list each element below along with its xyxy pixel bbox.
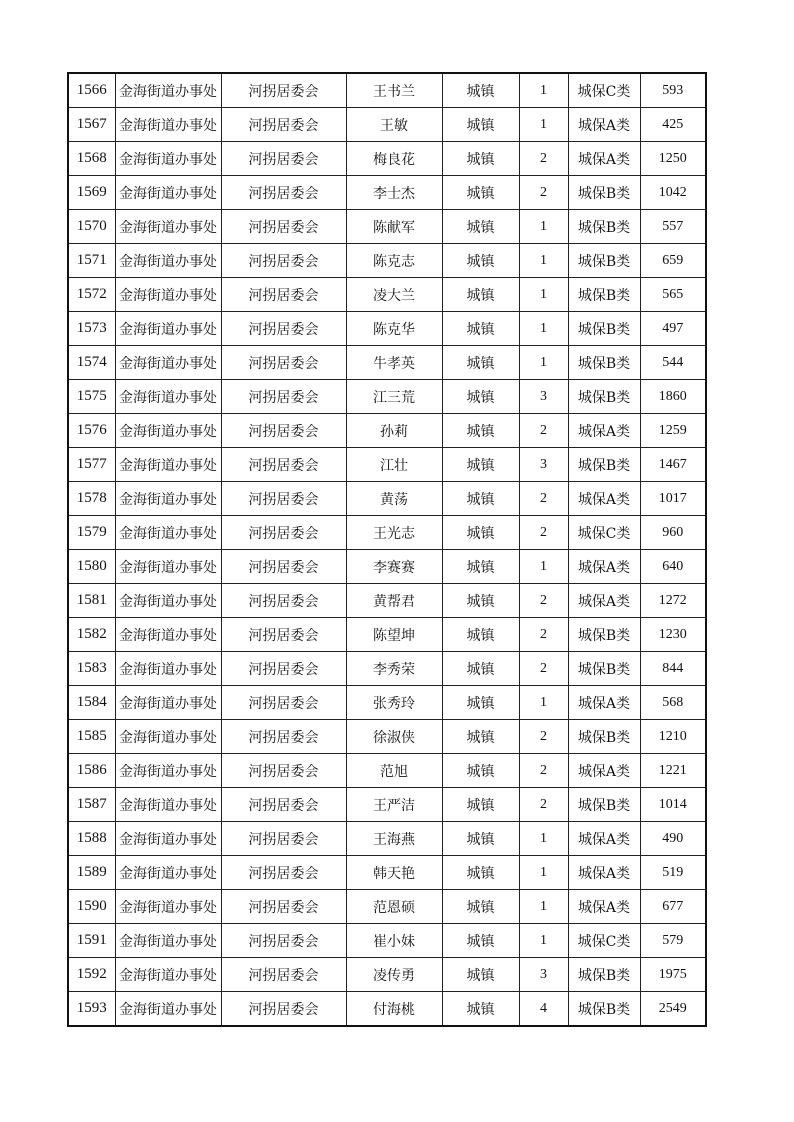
committee-cell: 河拐居委会: [221, 924, 346, 958]
committee-cell: 河拐居委会: [221, 958, 346, 992]
name-cell: 凌大兰: [346, 278, 442, 312]
household-count-cell: 3: [519, 380, 568, 414]
household-count-cell: 2: [519, 788, 568, 822]
committee-cell: 河拐居委会: [221, 550, 346, 584]
name-cell: 徐淑侠: [346, 720, 442, 754]
amount-cell: 425: [640, 108, 706, 142]
table-row: [68, 754, 706, 788]
table-row: [68, 618, 706, 652]
name-cell: 陈献军: [346, 210, 442, 244]
office-cell: 金海街道办事处: [115, 584, 221, 618]
serial-number-cell: 1590: [68, 890, 115, 924]
office-cell: 金海街道办事处: [115, 788, 221, 822]
table-row: [68, 788, 706, 822]
area-cell: 城镇: [442, 482, 519, 516]
insurance-type-cell: 城保B类: [568, 244, 640, 278]
committee-cell: 河拐居委会: [221, 992, 346, 1027]
serial-number-cell: 1575: [68, 380, 115, 414]
office-cell: 金海街道办事处: [115, 924, 221, 958]
name-cell: 梅良花: [346, 142, 442, 176]
office-cell: 金海街道办事处: [115, 414, 221, 448]
insurance-type-cell: 城保A类: [568, 142, 640, 176]
table-row: [68, 516, 706, 550]
table-row: [68, 142, 706, 176]
amount-cell: 960: [640, 516, 706, 550]
area-cell: 城镇: [442, 210, 519, 244]
household-count-cell: 2: [519, 482, 568, 516]
household-count-cell: 1: [519, 244, 568, 278]
area-cell: 城镇: [442, 448, 519, 482]
office-cell: 金海街道办事处: [115, 550, 221, 584]
insurance-type-cell: 城保B类: [568, 720, 640, 754]
amount-cell: 659: [640, 244, 706, 278]
area-cell: 城镇: [442, 176, 519, 210]
serial-number-cell: 1566: [68, 73, 115, 108]
committee-cell: 河拐居委会: [221, 788, 346, 822]
amount-cell: 519: [640, 856, 706, 890]
household-count-cell: 1: [519, 856, 568, 890]
area-cell: 城镇: [442, 346, 519, 380]
household-count-cell: 1: [519, 822, 568, 856]
household-count-cell: 1: [519, 108, 568, 142]
household-count-cell: 2: [519, 720, 568, 754]
roster-table: [67, 72, 707, 1027]
insurance-type-cell: 城保B类: [568, 346, 640, 380]
area-cell: 城镇: [442, 720, 519, 754]
office-cell: 金海街道办事处: [115, 720, 221, 754]
amount-cell: 1467: [640, 448, 706, 482]
committee-cell: 河拐居委会: [221, 210, 346, 244]
household-count-cell: 1: [519, 312, 568, 346]
committee-cell: 河拐居委会: [221, 822, 346, 856]
table-row: [68, 822, 706, 856]
serial-number-cell: 1585: [68, 720, 115, 754]
name-cell: 孙莉: [346, 414, 442, 448]
amount-cell: 1017: [640, 482, 706, 516]
amount-cell: 497: [640, 312, 706, 346]
area-cell: 城镇: [442, 73, 519, 108]
serial-number-cell: 1577: [68, 448, 115, 482]
insurance-type-cell: 城保B类: [568, 312, 640, 346]
table-row: [68, 176, 706, 210]
office-cell: 金海街道办事处: [115, 380, 221, 414]
office-cell: 金海街道办事处: [115, 244, 221, 278]
amount-cell: 844: [640, 652, 706, 686]
household-count-cell: 2: [519, 516, 568, 550]
amount-cell: 490: [640, 822, 706, 856]
name-cell: 黄荡: [346, 482, 442, 516]
committee-cell: 河拐居委会: [221, 312, 346, 346]
area-cell: 城镇: [442, 312, 519, 346]
table-row: [68, 652, 706, 686]
insurance-type-cell: 城保A类: [568, 890, 640, 924]
table-row: [68, 414, 706, 448]
office-cell: 金海街道办事处: [115, 686, 221, 720]
area-cell: 城镇: [442, 856, 519, 890]
household-count-cell: 2: [519, 754, 568, 788]
table-row: [68, 482, 706, 516]
area-cell: 城镇: [442, 992, 519, 1027]
table-row: [68, 890, 706, 924]
area-cell: 城镇: [442, 550, 519, 584]
committee-cell: 河拐居委会: [221, 516, 346, 550]
area-cell: 城镇: [442, 618, 519, 652]
committee-cell: 河拐居委会: [221, 380, 346, 414]
committee-cell: 河拐居委会: [221, 652, 346, 686]
serial-number-cell: 1567: [68, 108, 115, 142]
insurance-type-cell: 城保A类: [568, 754, 640, 788]
insurance-type-cell: 城保A类: [568, 584, 640, 618]
table-row: [68, 210, 706, 244]
area-cell: 城镇: [442, 822, 519, 856]
office-cell: 金海街道办事处: [115, 482, 221, 516]
name-cell: 范恩硕: [346, 890, 442, 924]
serial-number-cell: 1579: [68, 516, 115, 550]
household-count-cell: 2: [519, 618, 568, 652]
name-cell: 王敏: [346, 108, 442, 142]
table-row: [68, 924, 706, 958]
insurance-type-cell: 城保A类: [568, 108, 640, 142]
serial-number-cell: 1574: [68, 346, 115, 380]
insurance-type-cell: 城保A类: [568, 482, 640, 516]
serial-number-cell: 1592: [68, 958, 115, 992]
committee-cell: 河拐居委会: [221, 142, 346, 176]
table-row: [68, 448, 706, 482]
office-cell: 金海街道办事处: [115, 992, 221, 1027]
insurance-type-cell: 城保C类: [568, 73, 640, 108]
committee-cell: 河拐居委会: [221, 686, 346, 720]
committee-cell: 河拐居委会: [221, 618, 346, 652]
name-cell: 王光志: [346, 516, 442, 550]
committee-cell: 河拐居委会: [221, 414, 346, 448]
insurance-type-cell: 城保B类: [568, 448, 640, 482]
committee-cell: 河拐居委会: [221, 584, 346, 618]
amount-cell: 1014: [640, 788, 706, 822]
insurance-type-cell: 城保B类: [568, 278, 640, 312]
name-cell: 范旭: [346, 754, 442, 788]
insurance-type-cell: 城保A类: [568, 822, 640, 856]
serial-number-cell: 1580: [68, 550, 115, 584]
table-row: [68, 346, 706, 380]
household-count-cell: 2: [519, 176, 568, 210]
insurance-type-cell: 城保A类: [568, 550, 640, 584]
committee-cell: 河拐居委会: [221, 448, 346, 482]
area-cell: 城镇: [442, 754, 519, 788]
office-cell: 金海街道办事处: [115, 312, 221, 346]
committee-cell: 河拐居委会: [221, 73, 346, 108]
table-row: [68, 73, 706, 108]
office-cell: 金海街道办事处: [115, 448, 221, 482]
serial-number-cell: 1588: [68, 822, 115, 856]
area-cell: 城镇: [442, 890, 519, 924]
serial-number-cell: 1568: [68, 142, 115, 176]
household-count-cell: 1: [519, 686, 568, 720]
insurance-type-cell: 城保A类: [568, 414, 640, 448]
household-count-cell: 1: [519, 924, 568, 958]
area-cell: 城镇: [442, 414, 519, 448]
amount-cell: 565: [640, 278, 706, 312]
serial-number-cell: 1573: [68, 312, 115, 346]
insurance-type-cell: 城保A类: [568, 856, 640, 890]
serial-number-cell: 1569: [68, 176, 115, 210]
committee-cell: 河拐居委会: [221, 720, 346, 754]
name-cell: 李秀荣: [346, 652, 442, 686]
office-cell: 金海街道办事处: [115, 822, 221, 856]
insurance-type-cell: 城保B类: [568, 788, 640, 822]
area-cell: 城镇: [442, 142, 519, 176]
insurance-type-cell: 城保A类: [568, 686, 640, 720]
area-cell: 城镇: [442, 788, 519, 822]
name-cell: 韩天艳: [346, 856, 442, 890]
serial-number-cell: 1593: [68, 992, 115, 1027]
insurance-type-cell: 城保B类: [568, 992, 640, 1027]
insurance-type-cell: 城保B类: [568, 210, 640, 244]
area-cell: 城镇: [442, 584, 519, 618]
table-row: [68, 720, 706, 754]
household-count-cell: 2: [519, 652, 568, 686]
amount-cell: 1210: [640, 720, 706, 754]
office-cell: 金海街道办事处: [115, 754, 221, 788]
area-cell: 城镇: [442, 380, 519, 414]
committee-cell: 河拐居委会: [221, 176, 346, 210]
table-row: [68, 380, 706, 414]
household-count-cell: 1: [519, 890, 568, 924]
area-cell: 城镇: [442, 924, 519, 958]
amount-cell: 640: [640, 550, 706, 584]
serial-number-cell: 1587: [68, 788, 115, 822]
name-cell: 陈克志: [346, 244, 442, 278]
name-cell: 黄帮君: [346, 584, 442, 618]
table-row: [68, 108, 706, 142]
roster-body: [68, 73, 706, 1026]
amount-cell: 1272: [640, 584, 706, 618]
area-cell: 城镇: [442, 958, 519, 992]
table-row: [68, 992, 706, 1027]
name-cell: 李赛赛: [346, 550, 442, 584]
amount-cell: 1221: [640, 754, 706, 788]
name-cell: 崔小妹: [346, 924, 442, 958]
name-cell: 李士杰: [346, 176, 442, 210]
name-cell: 牛孝英: [346, 346, 442, 380]
committee-cell: 河拐居委会: [221, 244, 346, 278]
household-count-cell: 3: [519, 958, 568, 992]
insurance-type-cell: 城保B类: [568, 652, 640, 686]
name-cell: 付海桃: [346, 992, 442, 1027]
name-cell: 张秀玲: [346, 686, 442, 720]
office-cell: 金海街道办事处: [115, 652, 221, 686]
amount-cell: 568: [640, 686, 706, 720]
name-cell: 王书兰: [346, 73, 442, 108]
area-cell: 城镇: [442, 686, 519, 720]
serial-number-cell: 1589: [68, 856, 115, 890]
household-count-cell: 1: [519, 346, 568, 380]
amount-cell: 1042: [640, 176, 706, 210]
office-cell: 金海街道办事处: [115, 278, 221, 312]
office-cell: 金海街道办事处: [115, 618, 221, 652]
office-cell: 金海街道办事处: [115, 856, 221, 890]
name-cell: 陈望坤: [346, 618, 442, 652]
amount-cell: 2549: [640, 992, 706, 1027]
amount-cell: 1259: [640, 414, 706, 448]
office-cell: 金海街道办事处: [115, 890, 221, 924]
name-cell: 王严洁: [346, 788, 442, 822]
office-cell: 金海街道办事处: [115, 176, 221, 210]
household-count-cell: 2: [519, 414, 568, 448]
table-row: [68, 312, 706, 346]
table-row: [68, 244, 706, 278]
insurance-type-cell: 城保B类: [568, 176, 640, 210]
office-cell: 金海街道办事处: [115, 958, 221, 992]
name-cell: 凌传勇: [346, 958, 442, 992]
amount-cell: 593: [640, 73, 706, 108]
name-cell: 王海燕: [346, 822, 442, 856]
committee-cell: 河拐居委会: [221, 278, 346, 312]
insurance-type-cell: 城保B类: [568, 618, 640, 652]
household-count-cell: 2: [519, 142, 568, 176]
area-cell: 城镇: [442, 244, 519, 278]
table-row: [68, 856, 706, 890]
insurance-type-cell: 城保C类: [568, 516, 640, 550]
office-cell: 金海街道办事处: [115, 142, 221, 176]
committee-cell: 河拐居委会: [221, 108, 346, 142]
name-cell: 江壮: [346, 448, 442, 482]
area-cell: 城镇: [442, 278, 519, 312]
insurance-type-cell: 城保B类: [568, 958, 640, 992]
insurance-type-cell: 城保C类: [568, 924, 640, 958]
committee-cell: 河拐居委会: [221, 754, 346, 788]
household-count-cell: 1: [519, 73, 568, 108]
serial-number-cell: 1578: [68, 482, 115, 516]
amount-cell: 557: [640, 210, 706, 244]
office-cell: 金海街道办事处: [115, 108, 221, 142]
serial-number-cell: 1581: [68, 584, 115, 618]
table-row: [68, 584, 706, 618]
serial-number-cell: 1576: [68, 414, 115, 448]
office-cell: 金海街道办事处: [115, 73, 221, 108]
office-cell: 金海街道办事处: [115, 346, 221, 380]
household-count-cell: 2: [519, 584, 568, 618]
area-cell: 城镇: [442, 652, 519, 686]
committee-cell: 河拐居委会: [221, 856, 346, 890]
serial-number-cell: 1586: [68, 754, 115, 788]
household-count-cell: 1: [519, 550, 568, 584]
committee-cell: 河拐居委会: [221, 890, 346, 924]
name-cell: 江三荒: [346, 380, 442, 414]
table-row: [68, 278, 706, 312]
serial-number-cell: 1570: [68, 210, 115, 244]
amount-cell: 1230: [640, 618, 706, 652]
amount-cell: 1975: [640, 958, 706, 992]
office-cell: 金海街道办事处: [115, 210, 221, 244]
serial-number-cell: 1582: [68, 618, 115, 652]
area-cell: 城镇: [442, 516, 519, 550]
serial-number-cell: 1591: [68, 924, 115, 958]
amount-cell: 544: [640, 346, 706, 380]
area-cell: 城镇: [442, 108, 519, 142]
household-count-cell: 1: [519, 210, 568, 244]
household-count-cell: 4: [519, 992, 568, 1027]
name-cell: 陈克华: [346, 312, 442, 346]
table-row: [68, 550, 706, 584]
amount-cell: 1250: [640, 142, 706, 176]
serial-number-cell: 1572: [68, 278, 115, 312]
committee-cell: 河拐居委会: [221, 346, 346, 380]
household-count-cell: 1: [519, 278, 568, 312]
amount-cell: 677: [640, 890, 706, 924]
insurance-type-cell: 城保B类: [568, 380, 640, 414]
serial-number-cell: 1571: [68, 244, 115, 278]
table-row: [68, 686, 706, 720]
amount-cell: 1860: [640, 380, 706, 414]
committee-cell: 河拐居委会: [221, 482, 346, 516]
table-row: [68, 958, 706, 992]
serial-number-cell: 1583: [68, 652, 115, 686]
household-count-cell: 3: [519, 448, 568, 482]
amount-cell: 579: [640, 924, 706, 958]
office-cell: 金海街道办事处: [115, 516, 221, 550]
serial-number-cell: 1584: [68, 686, 115, 720]
